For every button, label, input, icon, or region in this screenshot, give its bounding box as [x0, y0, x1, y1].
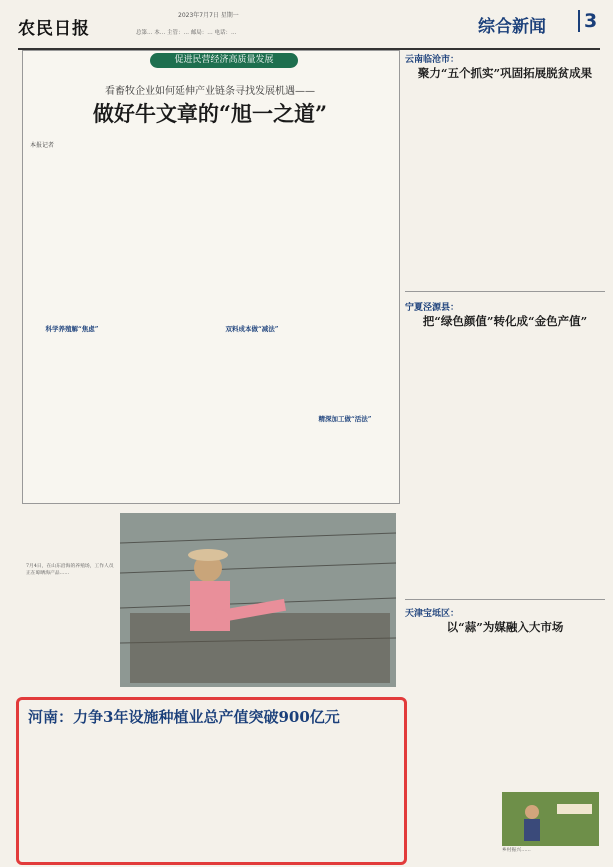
right-body-yunnan [405, 85, 605, 283]
lead-kicker: 看畜牧企业如何延伸产业链条寻找发展机遇—— [105, 86, 315, 97]
news-photo [120, 513, 396, 687]
right-headline-tianjin: 以“蒜”为媒融入大市场 [446, 620, 564, 634]
right-headline-ningxia: 把“绿色颜值”转化成“金色产值” [422, 314, 588, 328]
corner-photo [502, 792, 599, 846]
region-label-yunnan: 云南临沧市： [405, 55, 460, 65]
photo-caption: 7月4日，在山东沿海的养殖场，工作人员正在晾晒海产品…… [26, 564, 114, 576]
lead-body-col-3 [210, 156, 294, 496]
right-body-ningxia [405, 333, 605, 593]
lead-body-col-1 [30, 156, 114, 496]
corner-photo-caption: 乡村振兴…… [502, 848, 531, 853]
lead-subhead-1: 科学养殖解“焦虑” [45, 325, 99, 333]
corner-photo-art [502, 792, 599, 846]
lead-subhead-2: 双料成本做“减法” [225, 325, 279, 333]
section-title: 综合新闻 [478, 17, 546, 37]
topic-banner: 促进民营经济高质量发展 [150, 53, 298, 68]
masthead [18, 8, 600, 50]
lead-subhead-3: 精深加工做“活法” [318, 415, 372, 423]
feature-headline: 河南：力争3年设施种植业总产值突破900亿元 [28, 708, 340, 726]
divider [405, 291, 605, 292]
page-number: 3 [578, 10, 597, 32]
lead-body-col-4 [300, 156, 390, 496]
feature-body [28, 732, 398, 850]
newspaper-logo: 农民日报 [18, 19, 90, 39]
lead-headline: 做好牛文章的“旭一之道” [92, 101, 328, 126]
dateline: 2023年7月7日 星期一 [178, 12, 239, 19]
right-body-tianjin [405, 639, 497, 769]
masthead-info: 总第… 本… 主管：… 邮局：… 电话：… [136, 30, 237, 36]
right-headline-yunnan: 聚力“五个抓实”巩固拓展脱贫成果 [417, 66, 593, 80]
lead-byline: 本报记者 [30, 142, 55, 149]
lead-body-col-2 [120, 156, 204, 496]
drying-fish-photo [120, 513, 396, 687]
region-label-ningxia: 宁夏泾源县： [405, 303, 460, 313]
region-label-tianjin: 天津宝坻区： [405, 609, 460, 619]
right-column [405, 52, 605, 769]
divider [405, 599, 605, 600]
